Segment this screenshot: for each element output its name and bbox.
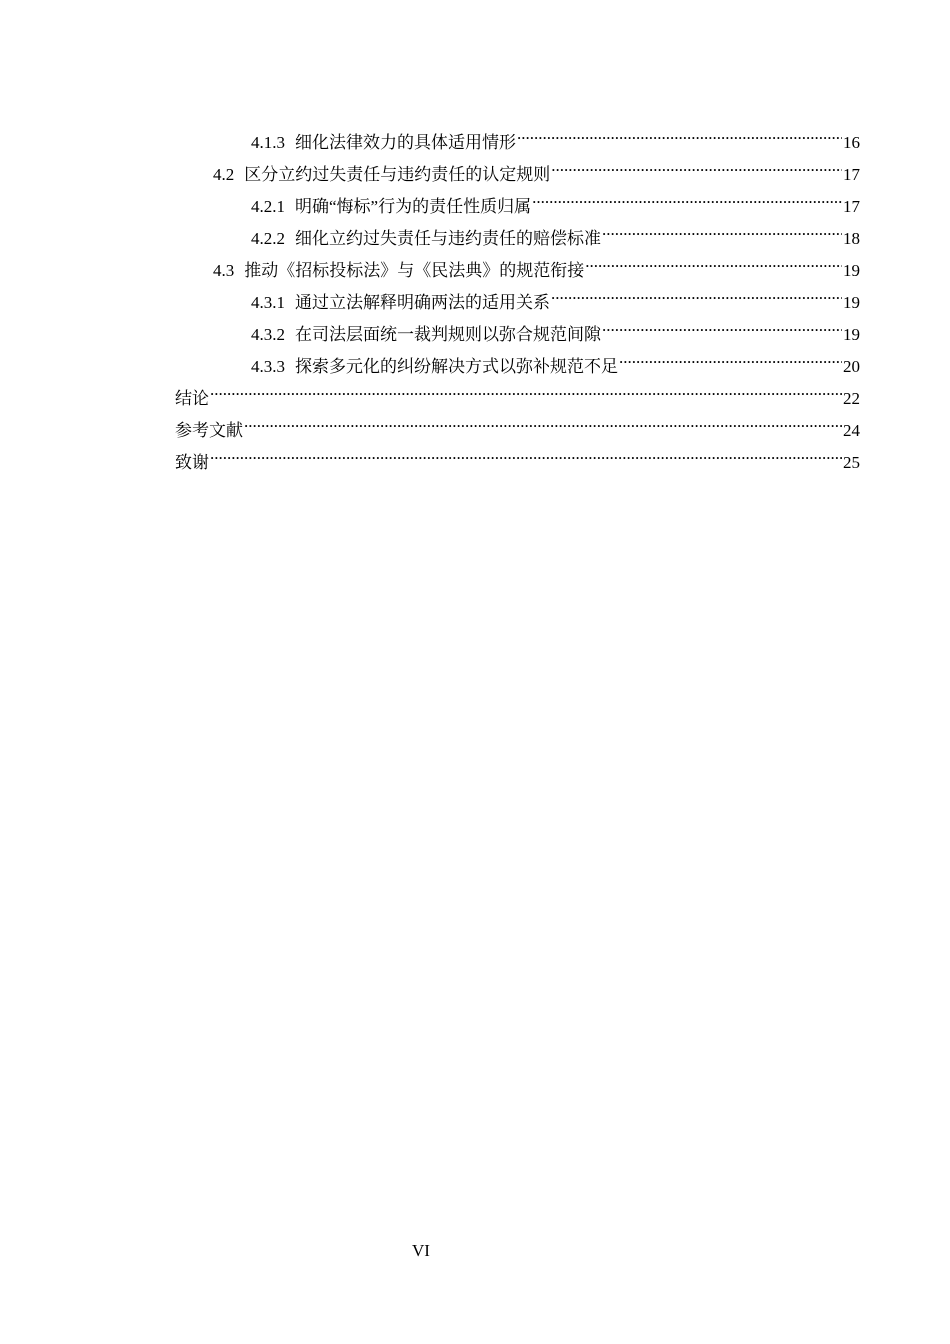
toc-entry[interactable] (175, 116, 860, 152)
toc-entry[interactable] (175, 372, 860, 408)
toc-entry-title: 区分立约过失责任与违约责任的认定规则 (244, 165, 551, 184)
toc-entry-title: 明确“悔标”行为的责任性质归属 (295, 197, 532, 216)
toc-dot-leader (532, 180, 842, 212)
toc-entry-number: 4.3.3 (251, 357, 285, 376)
toc-entry-number: 4.2.2 (251, 229, 285, 248)
toc-entry-number: 4.1.3 (251, 133, 285, 152)
toc-entry[interactable] (175, 436, 860, 472)
toc-entry-page: 25 (843, 453, 860, 472)
toc-entry[interactable] (175, 404, 860, 440)
toc-dot-leader (210, 436, 842, 468)
toc-entry-page: 20 (843, 357, 860, 376)
page-number: VI (412, 1241, 430, 1260)
toc-entry-title: 细化立约过失责任与违约责任的赔偿标准 (295, 229, 601, 248)
toc-entry-title: 在司法层面统一裁判规则以弥合规范间隙 (295, 325, 601, 344)
toc-entry-title: 推动《招标投标法》与《民法典》的规范衔接 (244, 261, 585, 280)
toc-entry-number: 4.2 (213, 165, 235, 184)
toc-entry-title: 探索多元化的纠纷解决方式以弥补规范不足 (295, 357, 618, 376)
toc-dot-leader (585, 244, 842, 276)
toc-entry-title: 通过立法解释明确两法的适用关系 (295, 293, 550, 312)
toc-dot-leader (517, 116, 842, 148)
toc-entry-page: 22 (843, 389, 860, 408)
toc-entry-title: 致谢 (175, 453, 209, 472)
toc-entry-number: 4.3.1 (251, 293, 285, 312)
toc-entry-number: 4.2.1 (251, 197, 285, 216)
toc-entry-page: 19 (843, 261, 860, 280)
toc-entry-page: 24 (843, 421, 860, 440)
toc-dot-leader (551, 276, 842, 308)
toc-entry-number: 4.3 (213, 261, 235, 280)
toc-entry-page: 19 (843, 293, 860, 312)
toc-dot-leader (244, 404, 842, 436)
toc-dot-leader (210, 372, 842, 404)
toc-entry-page: 19 (843, 325, 860, 344)
toc-dot-leader (602, 308, 842, 340)
toc-entry-page: 17 (843, 197, 860, 216)
toc-dot-leader (602, 212, 842, 244)
toc-entry-page: 17 (843, 165, 860, 184)
toc-entry-page: 16 (843, 133, 860, 152)
toc-entry-title: 细化法律效力的具体适用情形 (295, 133, 516, 152)
toc-entry-page: 18 (843, 229, 860, 248)
toc-dot-leader (551, 148, 842, 180)
toc-dot-leader (619, 340, 842, 372)
toc-entry-title: 参考文献 (175, 421, 243, 440)
toc-entry-number: 4.3.2 (251, 325, 285, 344)
table-of-contents (175, 116, 860, 472)
toc-entry-title: 结论 (175, 389, 209, 408)
